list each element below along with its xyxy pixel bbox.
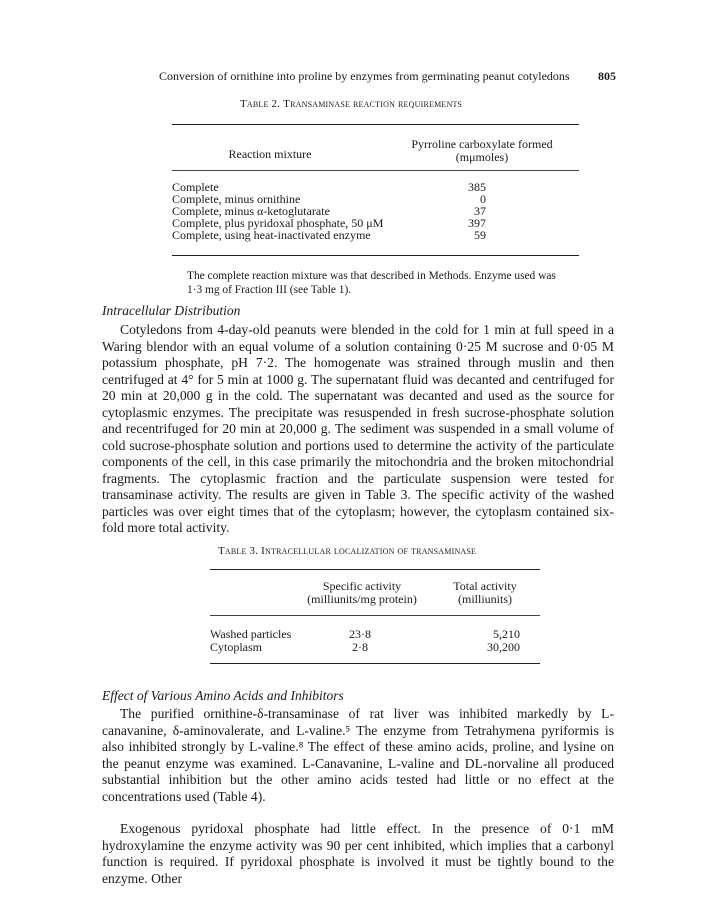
paragraph-text: Exogenous pyridoxal phosphate had little effect. In the presence of 0·1 mM hydroxylamine the enzyme activity was 90 per cent inhibited, which implies that a carbonyl function is required. If pyridoxal phosphate is involved it must be tightly bound to the enzyme. Other	[102, 821, 614, 886]
table3-col2-header-line1: Specific activity	[322, 579, 402, 593]
table2-row-label: Complete, using heat-inactivated enzyme	[172, 228, 371, 242]
paragraph-text: Cotyledons from 4-day-old peanuts were blended in the cold for 1 min at full speed in a Waring blendor with an equal volume of a solution containing 0·25 M sucrose and 0·05 M potassium phosphate, pH 7·2. The homogenate was strained through muslin and then centrifuged at 4° for 5 min at 1000 g. The supernatant fluid was decanted and centrifuged for 20 min at 20,000 g in the cold. The supernatant was decanted and used as the source for cytoplasmic enzymes. The precipitate was resuspended in fresh sucrose-phosphate solution and recentrifuged for 20 min at 20,000 g. The sediment was suspended in a small volume of cold sucrose-phosphate solution and portions used to determine the activity of the particulate components of the cell, in this case primarily the mitochondria and the broken mitochondrial fragments. The cytoplasmic fraction and the particulate suspension were tested for transaminase activity. The results are given in Table 3. The specific activity of the washed particles was over eight times that of the cytoplasm; however, the cytoplasm contained six-fold more total activity.	[102, 322, 614, 535]
table2-row-value: 59	[474, 228, 486, 242]
table3-number: Table 3.	[218, 545, 259, 557]
table2-row-label: Complete, minus ornithine	[172, 192, 301, 206]
table3-col2-header-line2: (milliunits/mg protein)	[307, 592, 417, 606]
table3-row-total: 30,200	[487, 640, 520, 654]
table3-col3-header-line2: (milliunits)	[458, 592, 512, 606]
table2-bottom-rule	[172, 255, 579, 256]
table3-col3-header-line1: Total activity	[453, 579, 517, 593]
table2-col2-header-line1: Pyrroline carboxylate formed	[411, 137, 553, 151]
table3-row-specific: 23·8	[349, 627, 371, 641]
table3-row-specific: 2·8	[352, 640, 368, 654]
table3-top-rule	[210, 569, 540, 570]
body-paragraph	[102, 706, 614, 805]
section-heading-intracellular: Intracellular Distribution	[102, 303, 241, 318]
table2-top-rule	[172, 124, 579, 125]
table2-row-value: 397	[468, 216, 486, 230]
table2-row-label: Complete	[172, 180, 219, 194]
table2-row-value: 0	[480, 192, 486, 206]
table3-title: Intracellular localization of transaminase	[261, 545, 477, 557]
table3-bottom-rule	[210, 663, 540, 664]
table2-number: Table 2.	[240, 98, 281, 110]
table2-row-label: Complete, plus pyridoxal phosphate, 50 μM	[172, 216, 384, 230]
table2-row-value: 37	[474, 204, 486, 218]
table3-row-label: Washed particles	[210, 627, 292, 641]
table3-row-label: Cytoplasm	[210, 640, 263, 654]
table3-row-total: 5,210	[493, 627, 520, 641]
table2-caption	[240, 98, 462, 110]
body-paragraph	[102, 322, 614, 537]
table3-header-rule	[210, 615, 540, 616]
table2-col2-header-line2: (mμmoles)	[455, 150, 509, 164]
table2-row-value: 385	[468, 180, 486, 194]
table2-row-label: Complete, minus α-ketoglutarate	[172, 204, 330, 218]
table2-header-rule	[172, 170, 579, 171]
section-heading-effects: Effect of Various Amino Acids and Inhibitors	[102, 688, 344, 703]
table2-title: Transaminase reaction requirements	[283, 98, 463, 110]
body-paragraph	[102, 821, 614, 887]
table2-col1-header: Reaction mixture	[228, 147, 312, 161]
table3-caption	[218, 545, 476, 557]
page-number: 805	[598, 69, 616, 83]
running-head: Conversion of ornithine into proline by enzymes from germinating peanut cotyledons	[159, 69, 570, 83]
table2-footnote: The complete reaction mixture was that described in Methods. Enzyme used was 1·3 mg of Fraction III (see Table 1).	[187, 270, 556, 296]
paragraph-text: The purified ornithine-δ-transaminase of rat liver was inhibited markedly by L-canavanine, δ-aminovalerate, and L-valine.⁵ The enzyme from Tetrahymena pyriformis is also inhibited strongly by L-valine.⁸ The effect of these amino acids, proline, and lysine on the peanut enzyme was examined. L-Canavanine, L-valine and DL-norvaline all produced substantial inhibition but the other amino acids tested had little or no effect at the concentrations used (Table 4).	[102, 706, 614, 804]
